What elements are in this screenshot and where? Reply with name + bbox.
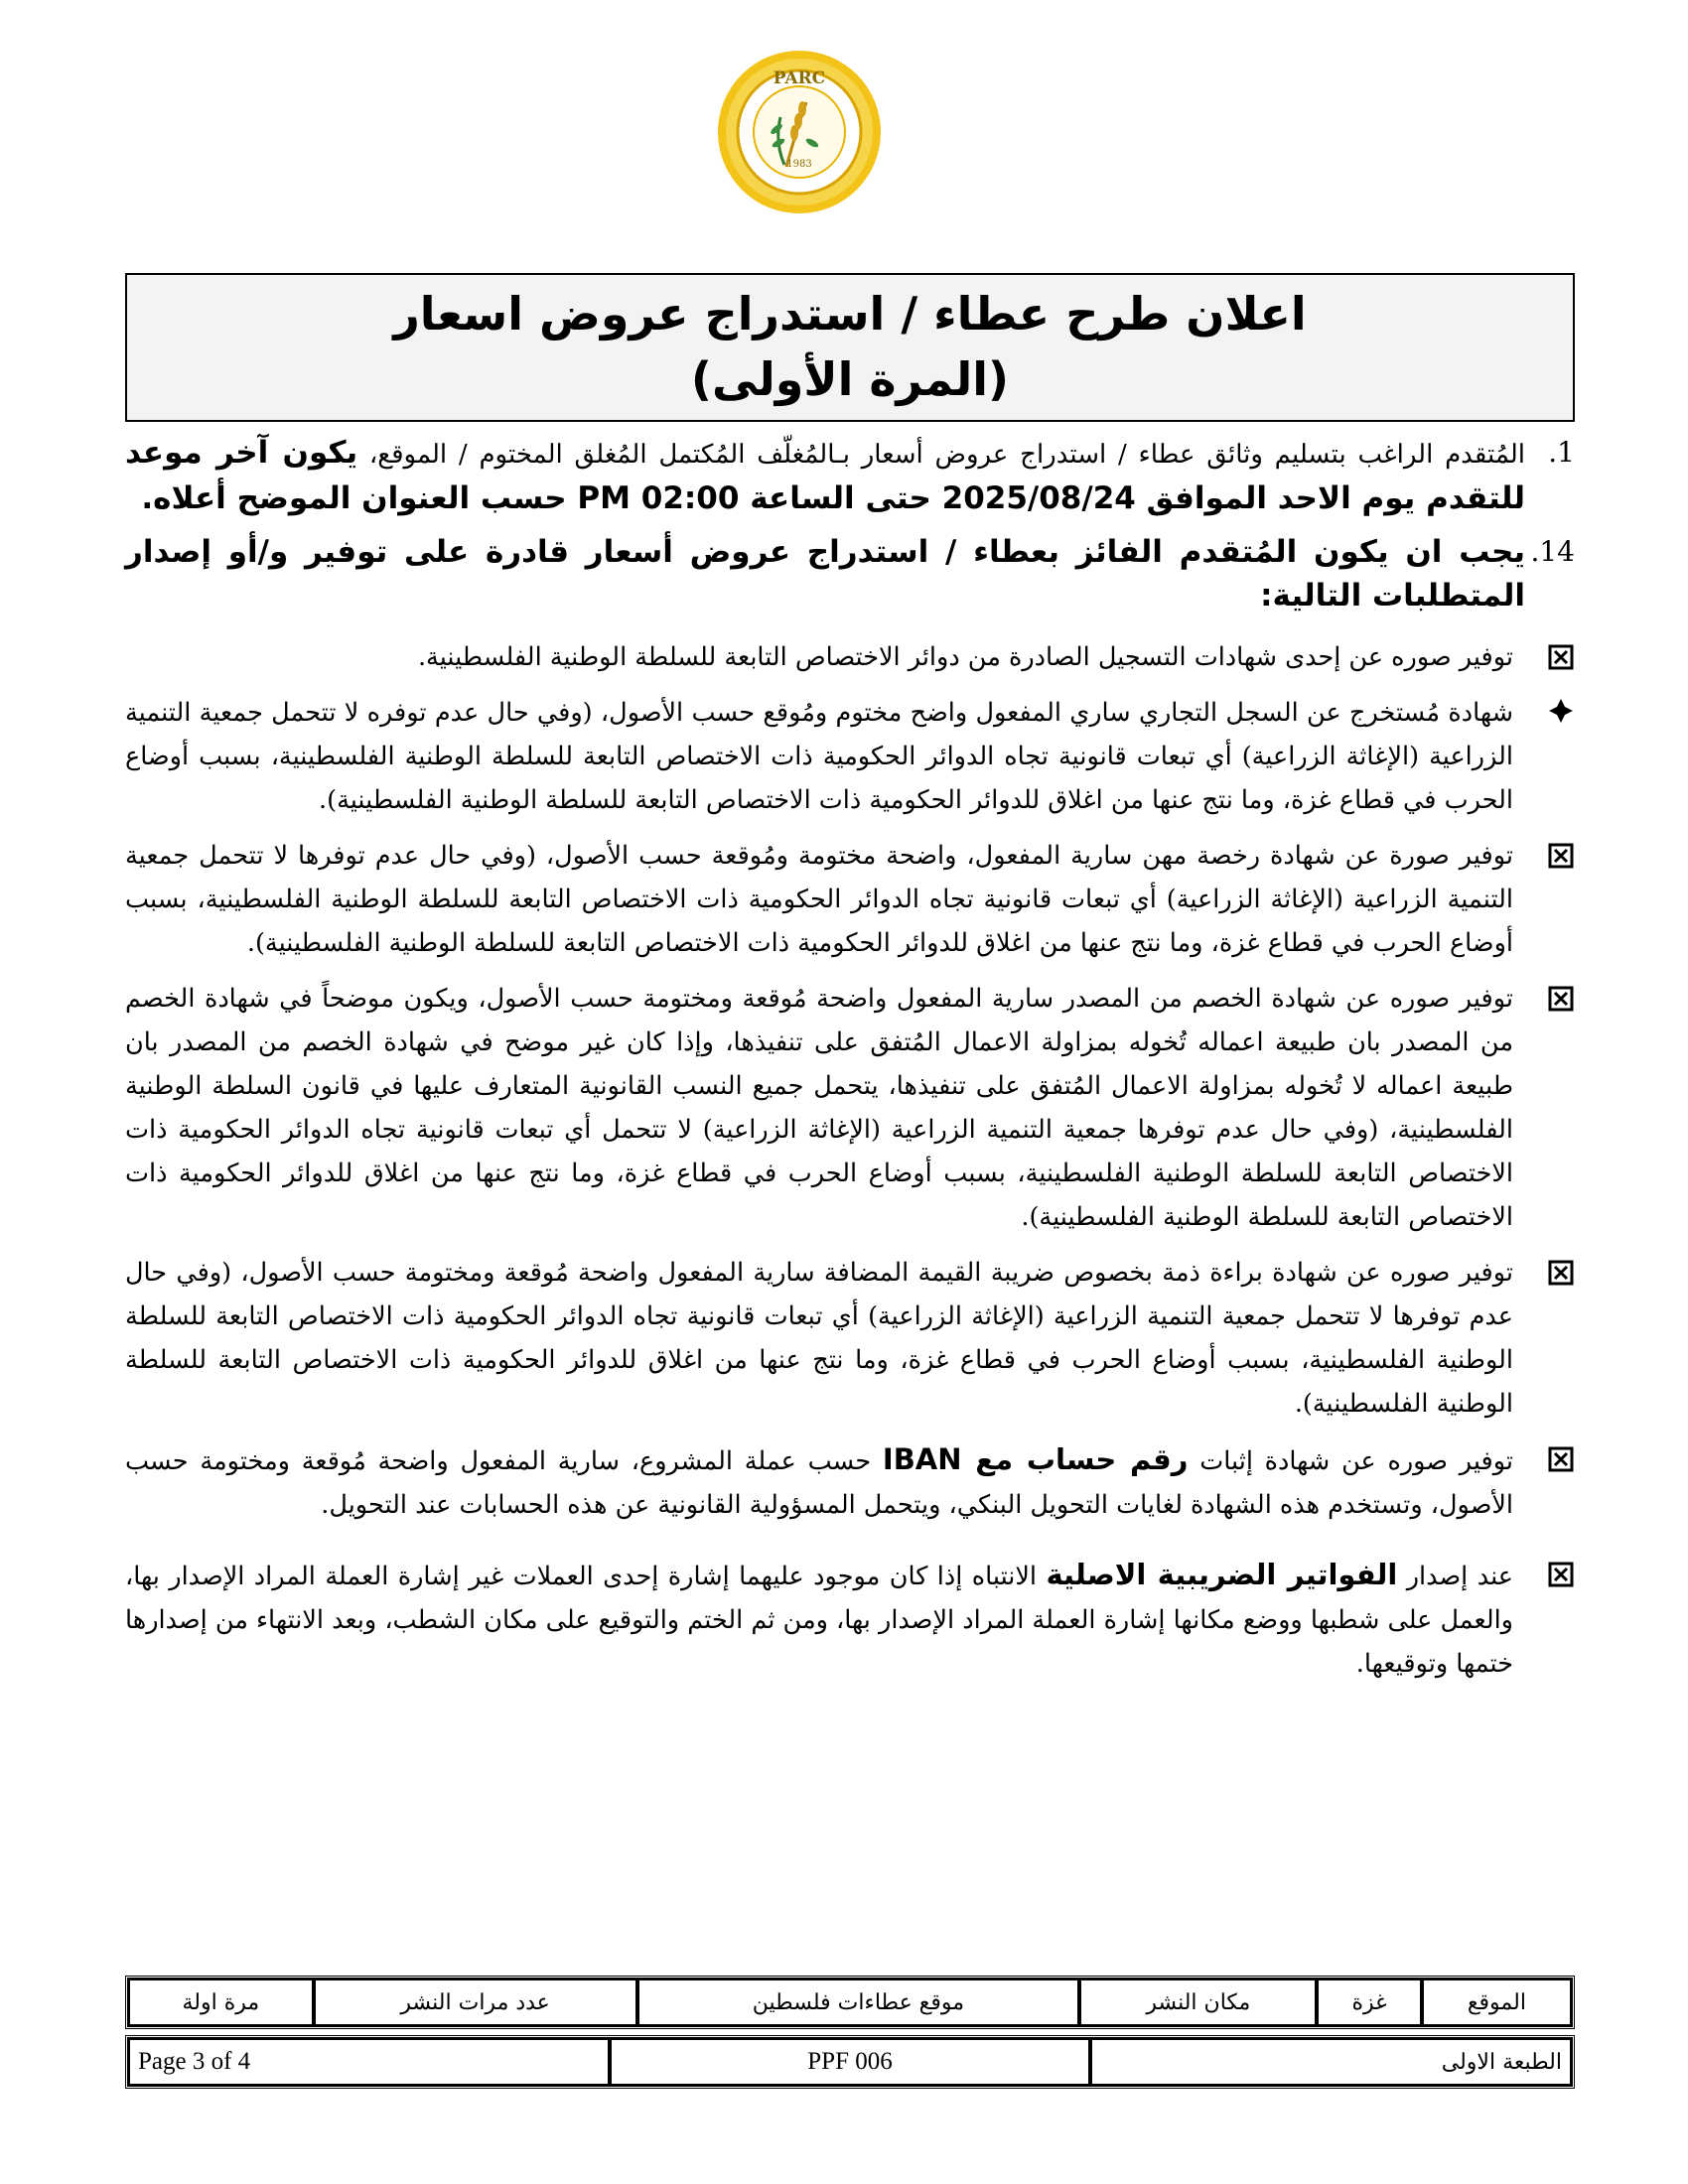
list-item-text: شهادة مُستخرج عن السجل التجاري ساري المفعول واضح مختوم ومُوقع حسب الأصول، (وفي حال عدم توفره لا تتحمل جمعية التنمية الزراعية (الإغاثة الزراعية) أي تبعات قانونية تجاه الدوائر الحكومية ذات الاختصاص التابعة للسلطة الوطنية الفلسطينية، بسبب أوضاع الحرب في قطاع غزة، وما نتج عنها من اغلاق للدوائر الحكومية ذات الاختصاص التابعة للسلطة الوطنية الفلسطينية).: [125, 698, 1513, 815]
list-item: [125, 691, 1575, 822]
list-item: [125, 834, 1575, 965]
table-cell: مكان النشر: [1079, 1979, 1317, 2026]
list-item-emphasis: رقم حساب مع IBAN: [882, 1442, 1189, 1476]
page-number-cell: Page 3 of 4: [128, 2038, 610, 2086]
list-item: [125, 1251, 1575, 1426]
list-item-text-start: توفير صوره عن شهادة إثبات: [1199, 1446, 1513, 1476]
list-item-text: توفير صورة عن شهادة رخصة مهن سارية المفعول، واضحة مختومة ومُوقعة حسب الأصول، (وفي حال عدم توفرها لا تتحمل جمعية التنمية الزراعية (الإغاثة الزراعية) أي تبعات قانونية تجاه الدوائر الحكومية ذات الاختصاص التابعة للسلطة الوطنية الفلسطينية، بسبب أوضاع الحرب في قطاع غزة، وما نتج عنها من اغلاق للدوائر الحكومية ذات الاختصاص التابعة للسلطة الوطنية الفلسطينية).: [125, 841, 1513, 958]
title-line-1: اعلان طرح عطاء / استدراج عروض اسعار: [393, 287, 1307, 341]
table-cell: موقع عطاءات فلسطين: [637, 1979, 1080, 2026]
table-row: [128, 2038, 1572, 2086]
requirements-heading: يجب ان يكون المُتقدم الفائز بعطاء / استدراج عروض أسعار قادرة على توفير و/أو إصدار المتطلبات التالية:: [125, 534, 1525, 614]
table-row: [128, 1979, 1572, 2026]
edition-cell: الطبعة الاولى: [1090, 2038, 1572, 2086]
list-item-text: [125, 1553, 1513, 1686]
form-code-cell: PPF 006: [610, 2038, 1091, 2086]
clause-14: [125, 530, 1575, 617]
list-item-emphasis: الفواتير الضريبية الاصلية: [1046, 1558, 1398, 1591]
title-line-2: (المرة الأولى): [690, 352, 1010, 406]
clause-number: 14.: [1530, 535, 1575, 568]
clause-1-text: المُتقدم الراغب بتسليم وثائق عطاء / استدراج عروض أسعار بـالمُغلّف المُكتمل المُغلق المختوم / الموقع،: [368, 440, 1525, 470]
list-item-text: توفير صوره عن شهادة الخصم من المصدر سارية المفعول واضحة مُوقعة ومختومة حسب الأصول، ويكون موضحاً في شهادة الخصم من المصدر بان طبيعة اعماله تُخوله بمزاولة الاعمال المُتفق على تنفيذها، وإذا كان غير موضح في شهادة الخصم من المصدر بان طبيعة اعماله لا تُخوله بمزاولة الاعمال المُتفق على تنفيذها، يتحمل جميع النسب القانونية المتعارف عليها في قانون السلطة الوطنية الفلسطينية، (وفي حال عدم توفرها جمعية التنمية الزراعية (الإغاثة الزراعية) لا تتحمل أي تبعات قانونية تجاه الدوائر الحكومية ذات الاختصاص التابعة للسلطة الوطنية الفلسطينية، بسبب أوضاع الحرب في قطاع غزة، وما نتج عنها من اغلاق للدوائر الحكومية ذات الاختصاص التابعة للسلطة الوطنية الفلسطينية).: [125, 984, 1513, 1232]
list-item-text: [125, 1437, 1513, 1527]
list-item-text-start: عند إصدار: [1406, 1562, 1513, 1591]
checkbox-x-icon: [1547, 985, 1575, 1013]
table-cell: الموقع: [1422, 1979, 1572, 2026]
clause-number: 1.: [1548, 436, 1575, 469]
title-box: [125, 273, 1575, 422]
logo-text: PARC: [773, 68, 826, 88]
table-cell: مرة اولة: [128, 1979, 314, 2026]
list-item-text-end: حسب عملة المشروع، سارية المفعول واضحة مُوقعة ومختومة حسب الأصول، وتستخدم هذه الشهادة لغايات التحويل البنكي، ويتحمل المسؤولية القانونية عن هذه الحسابات عند التحويل.: [125, 1446, 1513, 1520]
checkbox-x-icon: [1547, 1445, 1575, 1473]
checkbox-x-icon: [1547, 1561, 1575, 1588]
list-item-text: توفير صوره عن شهادة براءة ذمة بخصوص ضريبة القيمة المضافة سارية المفعول واضحة مُوقعة ومختومة حسب الأصول، (وفي حال عدم توفرها لا تتحمل جمعية التنمية الزراعية (الإغاثة الزراعية) أي تبعات قانونية تجاه الدوائر الحكومية ذات الاختصاص التابعة للسلطة الوطنية الفلسطينية، بسبب أوضاع الحرب في قطاع غزة، وما نتج عنها من اغلاق للدوائر الحكومية ذات الاختصاص التابعة للسلطة الوطنية الفلسطينية).: [125, 1258, 1513, 1419]
parc-logo: [715, 48, 884, 216]
checkbox-x-icon: [1547, 842, 1575, 870]
list-item: [125, 1553, 1575, 1686]
requirements-list: [125, 635, 1575, 1686]
list-item: [125, 1437, 1575, 1527]
list-item-text-end: الانتباه إذا كان موجود عليهما إشارة إحدى العملات غير إشارة العملة المراد الإصدار بها، والعمل على شطبها ووضع مكانها إشارة العملة المراد الإصدار بها، ومن ثم الختم والتوقيع على مكان الشطب، وبعد الانتهاء من إصدارها ختمها وتوقيعها.: [125, 1562, 1513, 1679]
list-item: [125, 977, 1575, 1239]
logo-year: 1983: [786, 159, 812, 170]
deadline-text: يكون آخر موعد للتقدم يوم الاحد الموافق 2025/08/24 حتى الساعة 02:00 PM حسب العنوان الموضح أعلاه.: [125, 435, 1525, 516]
document-body: [125, 431, 1575, 1698]
publication-info-table: [125, 1976, 1575, 2029]
table-cell: عدد مرات النشر: [314, 1979, 637, 2026]
table-cell: غزة: [1317, 1979, 1421, 2026]
document-meta-table: [125, 2035, 1575, 2089]
diamond-bullet-icon: [1547, 697, 1575, 725]
checkbox-x-icon: [1547, 643, 1575, 671]
clause-1: [125, 431, 1575, 522]
list-item: [125, 635, 1575, 679]
list-item-text: توفير صوره عن إحدى شهادات التسجيل الصادرة من دوائر الاختصاص التابعة للسلطة الوطنية الفلسطينية.: [417, 642, 1513, 672]
checkbox-x-icon: [1547, 1259, 1575, 1287]
document-footer: [125, 1976, 1575, 2089]
